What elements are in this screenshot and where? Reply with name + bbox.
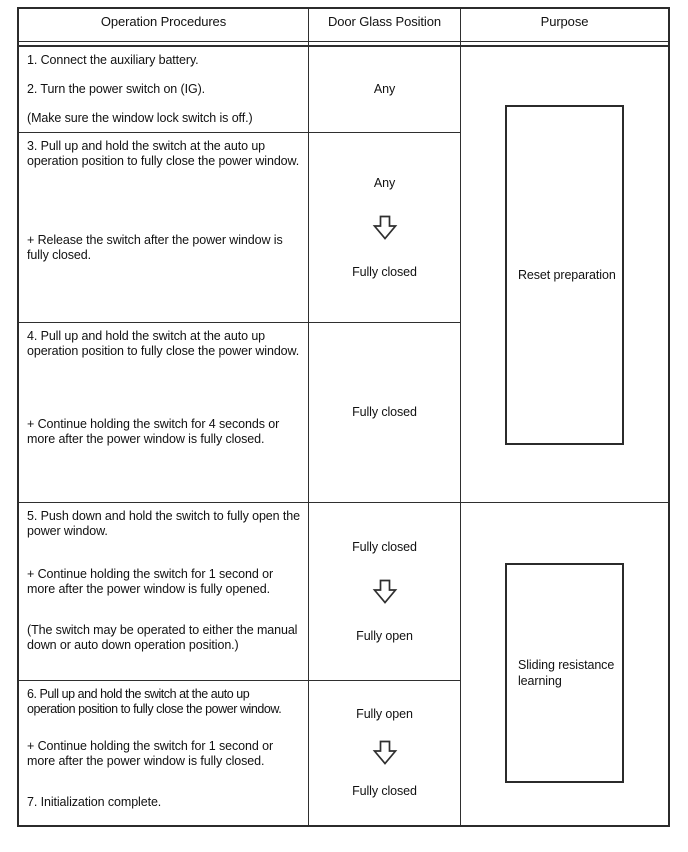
- glass-state: Any: [373, 82, 396, 96]
- header-label: Door Glass Position: [328, 14, 441, 29]
- purpose-box: [505, 105, 624, 445]
- header-label: Purpose: [540, 14, 589, 29]
- glass-state: Fully open: [356, 628, 413, 643]
- header-door-glass-position: [309, 9, 461, 42]
- procedure-cell-steps-1-2: [19, 47, 309, 133]
- down-arrow-icon: [370, 577, 400, 607]
- glass-state: Fully closed: [352, 405, 417, 419]
- glass-state: Any: [373, 175, 396, 190]
- procedure-text: 3. Pull up and hold the switch at the auto up operation position to fully close the power window.: [27, 139, 300, 168]
- procedure-text: 2. Turn the power switch on (IG).: [27, 82, 206, 96]
- glass-state: Fully closed: [352, 264, 417, 279]
- procedure-text: (Make sure the window lock switch is off.): [27, 111, 253, 125]
- procedure-table: [17, 7, 670, 827]
- down-arrow-icon: [370, 213, 400, 243]
- procedure-cell-step-4: [19, 323, 309, 503]
- purpose-label: Sliding resistance learning: [518, 657, 615, 688]
- procedure-cell-step-5: [19, 503, 309, 681]
- door-glass-cell-row-1: [309, 47, 461, 133]
- procedure-text: + Continue holding the switch for 1 second or more after the power window is fully opened.: [27, 567, 274, 596]
- door-glass-cell-row-5: [309, 681, 461, 825]
- procedure-text: + Release the switch after the power window is fully closed.: [27, 233, 283, 262]
- header-label: Operation Procedures: [100, 14, 227, 29]
- purpose-box: [505, 563, 624, 783]
- procedure-cell-step-3: [19, 133, 309, 323]
- glass-state: Fully closed: [352, 784, 417, 798]
- procedure-text: 5. Push down and hold the switch to fully open the power window.: [27, 509, 300, 538]
- door-glass-cell-row-4: [309, 503, 461, 681]
- glass-state: Fully open: [356, 707, 413, 721]
- down-arrow-icon: [370, 738, 400, 768]
- door-glass-cell-row-2: [309, 133, 461, 323]
- purpose-cell-sliding-resistance-learning: [461, 503, 668, 825]
- procedure-text: 6. Pull up and hold the switch at the auto up operation position to fully close the power window.: [27, 687, 282, 716]
- procedure-text: + Continue holding the switch for 1 second or more after the power window is fully closed.: [27, 739, 274, 768]
- door-glass-cell-row-3: [309, 323, 461, 503]
- purpose-cell-reset-preparation: [461, 47, 668, 503]
- procedure-text: (The switch may be operated to either the manual down or auto down operation position.): [27, 623, 298, 652]
- procedure-text: 7. Initialization complete.: [27, 795, 162, 809]
- purpose-label: Reset preparation: [518, 267, 616, 282]
- procedure-cell-steps-6-7: [19, 681, 309, 825]
- header-purpose: [461, 9, 668, 42]
- header-operation-procedures: [19, 9, 309, 42]
- glass-state: Fully closed: [352, 539, 417, 554]
- procedure-text: 4. Pull up and hold the switch at the auto up operation position to fully close the power window.: [27, 329, 300, 358]
- procedure-text: + Continue holding the switch for 4 seconds or more after the power window is fully closed.: [27, 417, 280, 446]
- procedure-text: 1. Connect the auxiliary battery.: [27, 53, 199, 67]
